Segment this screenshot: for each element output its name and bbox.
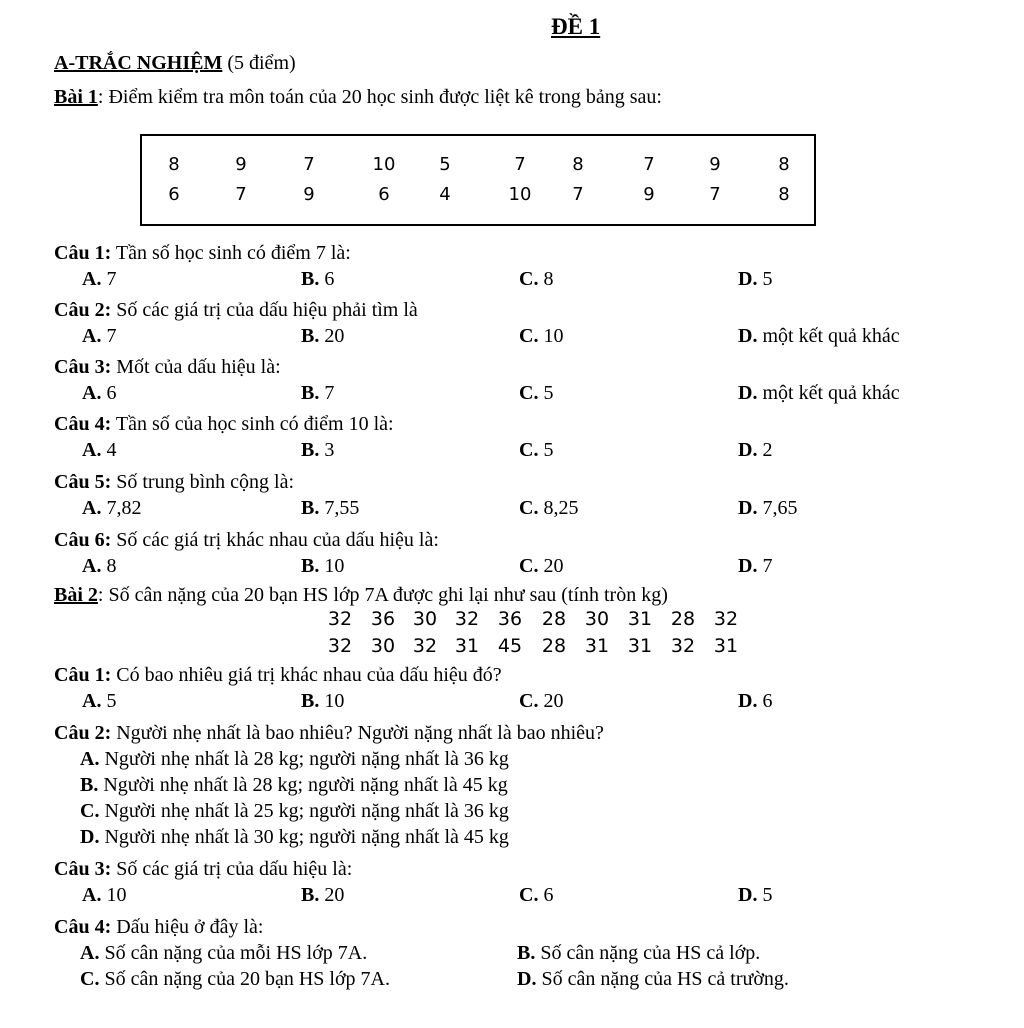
bai1-q3-label: Câu 3: xyxy=(54,356,112,378)
bai2-q4-question xyxy=(54,916,263,939)
option-letter: C. xyxy=(519,325,539,347)
option-a xyxy=(82,497,141,520)
option-text: Số cân nặng của 20 bạn HS lớp 7A. xyxy=(104,968,390,990)
option-text: 20 xyxy=(324,884,345,906)
option-d xyxy=(738,555,772,578)
option-letter: B. xyxy=(301,439,320,461)
bai2-q3-text: Số các giá trị của dấu hiệu là: xyxy=(111,858,353,880)
option-text: 8 xyxy=(543,268,554,290)
weight-cell: 31 xyxy=(584,635,610,657)
option-letter: C. xyxy=(80,800,100,822)
weight-cell: 32 xyxy=(327,608,353,630)
bai1-q3-text: Mốt của dấu hiệu là: xyxy=(111,356,281,378)
bai1-label: Bài 1 xyxy=(54,86,98,108)
bai1-q5-label: Câu 5: xyxy=(54,471,112,493)
score-cell: 8 xyxy=(168,154,180,175)
bai1-q6-text: Số các giá trị khác nhau của dấu hiệu là: xyxy=(111,529,439,551)
bai1-q2-question xyxy=(54,299,418,322)
bai1-q2-text: Số các giá trị của dấu hiệu phải tìm là xyxy=(111,299,418,321)
option-text: 5 xyxy=(762,268,773,290)
bai1-q1-text: Tần số học sinh có điểm 7 là: xyxy=(111,242,351,264)
option-a xyxy=(82,268,116,291)
option-letter: C. xyxy=(519,884,539,906)
option-letter: C. xyxy=(519,555,539,577)
option-text: 3 xyxy=(324,439,335,461)
option-a xyxy=(82,439,116,462)
option-text: 8 xyxy=(106,555,117,577)
bai1-q4-label: Câu 4: xyxy=(54,413,112,435)
weight-cell: 32 xyxy=(670,635,696,657)
option-text: 7 xyxy=(106,325,117,347)
option-text: 20 xyxy=(543,690,564,712)
option-letter: B. xyxy=(80,774,99,796)
score-cell: 9 xyxy=(643,184,655,205)
option-letter: C. xyxy=(519,439,539,461)
weight-cell: 31 xyxy=(454,635,480,657)
option-text: 5 xyxy=(762,884,773,906)
option-letter: D. xyxy=(738,555,758,577)
bai2-q2-label: Câu 2: xyxy=(54,722,112,744)
bai1-q1-label: Câu 1: xyxy=(54,242,112,264)
score-cell: 7 xyxy=(572,184,584,205)
option-letter: A. xyxy=(82,884,102,906)
weight-cell: 36 xyxy=(497,608,523,630)
option-text: 10 xyxy=(106,884,127,906)
option-letter: B. xyxy=(301,382,320,404)
option-letter: C. xyxy=(80,968,100,990)
score-cell: 9 xyxy=(235,154,247,175)
option-letter: B. xyxy=(301,555,320,577)
score-cell: 8 xyxy=(572,154,584,175)
option-text: một kết quả khác xyxy=(762,382,900,404)
option-text: 6 xyxy=(324,268,335,290)
weight-cell: 31 xyxy=(713,635,739,657)
option-b xyxy=(301,690,344,713)
option-letter: B. xyxy=(301,325,320,347)
option-d xyxy=(738,497,797,520)
bai1-q6-label: Câu 6: xyxy=(54,529,112,551)
bai1-q4-text: Tần số của học sinh có điểm 10 là: xyxy=(111,413,394,435)
option-b xyxy=(301,268,334,291)
page-title: ĐỀ 1 xyxy=(551,14,601,39)
option-d xyxy=(80,826,509,849)
option-text: 7,55 xyxy=(324,497,360,519)
score-cell: 7 xyxy=(235,184,247,205)
score-cell: 7 xyxy=(514,154,526,175)
option-text: 20 xyxy=(543,555,564,577)
option-b xyxy=(301,884,344,907)
option-letter: D. xyxy=(80,826,100,848)
option-text: 7,65 xyxy=(762,497,798,519)
weight-cell: 31 xyxy=(627,608,653,630)
bai2-q4-label: Câu 4: xyxy=(54,916,112,938)
option-letter: D. xyxy=(738,382,758,404)
option-text: 5 xyxy=(106,690,117,712)
option-letter: B. xyxy=(517,942,536,964)
bai2-q3-question xyxy=(54,858,352,881)
option-text: 8,25 xyxy=(543,497,579,519)
option-text: 4 xyxy=(106,439,117,461)
weight-cell: 30 xyxy=(584,608,610,630)
option-letter: A. xyxy=(82,382,102,404)
option-text: Người nhẹ nhất là 30 kg; người nặng nhất là 45 kg xyxy=(104,826,509,848)
option-c xyxy=(80,800,509,823)
option-text: Số cân nặng của HS cả trường. xyxy=(541,968,789,990)
score-table xyxy=(140,134,816,226)
bai2-q2-question xyxy=(54,722,604,745)
weight-cell: 28 xyxy=(541,635,567,657)
option-letter: D. xyxy=(738,690,758,712)
option-text: 10 xyxy=(543,325,564,347)
option-text: 6 xyxy=(106,382,117,404)
option-c xyxy=(519,555,563,578)
option-text: 5 xyxy=(543,439,554,461)
bai2-q3-label: Câu 3: xyxy=(54,858,112,880)
option-letter: C. xyxy=(519,690,539,712)
option-c xyxy=(519,690,563,713)
bai2-q1-label: Câu 1: xyxy=(54,664,112,686)
score-cell: 8 xyxy=(778,184,790,205)
option-text: Người nhẹ nhất là 28 kg; người nặng nhất là 36 kg xyxy=(104,748,509,770)
weight-cell: 31 xyxy=(627,635,653,657)
option-d xyxy=(738,884,772,907)
option-letter: D. xyxy=(517,968,537,990)
option-letter: B. xyxy=(301,884,320,906)
bai1-q5-question xyxy=(54,471,294,494)
option-c xyxy=(80,968,390,991)
bai1-q3-question xyxy=(54,356,281,379)
weight-cell: 32 xyxy=(327,635,353,657)
weight-cell: 32 xyxy=(713,608,739,630)
option-b xyxy=(301,439,334,462)
bai2-q1-text: Có bao nhiêu giá trị khác nhau của dấu hiệu đó? xyxy=(111,664,502,686)
option-letter: A. xyxy=(80,942,100,964)
option-letter: B. xyxy=(301,268,320,290)
section-points: (5 điểm) xyxy=(227,52,296,74)
weight-cell: 32 xyxy=(412,635,438,657)
option-b xyxy=(301,382,334,405)
score-cell: 7 xyxy=(709,184,721,205)
option-letter: A. xyxy=(82,690,102,712)
bai2-intro xyxy=(54,584,668,607)
option-text: 5 xyxy=(543,382,554,404)
score-cell: 6 xyxy=(378,184,390,205)
option-d xyxy=(738,325,900,348)
option-letter: A. xyxy=(82,555,102,577)
option-text: Số cân nặng của mỗi HS lớp 7A. xyxy=(104,942,368,964)
bai1-text: : Điểm kiểm tra môn toán của 20 học sinh được liệt kê trong bảng sau: xyxy=(97,86,662,108)
option-letter: A. xyxy=(82,497,102,519)
option-letter: D. xyxy=(738,884,758,906)
bai1-q6-question xyxy=(54,529,439,552)
option-text: Người nhẹ nhất là 25 kg; người nặng nhất là 36 kg xyxy=(104,800,509,822)
option-a xyxy=(82,382,116,405)
score-cell: 9 xyxy=(303,184,315,205)
option-letter: A. xyxy=(82,268,102,290)
option-a xyxy=(82,690,116,713)
option-text: 7 xyxy=(324,382,335,404)
option-a xyxy=(82,555,116,578)
option-text: 7 xyxy=(106,268,117,290)
option-b xyxy=(301,325,344,348)
option-b xyxy=(80,774,508,797)
option-c xyxy=(519,382,553,405)
score-cell: 6 xyxy=(168,184,180,205)
option-a xyxy=(80,942,367,965)
option-letter: D. xyxy=(738,325,758,347)
weight-cell: 28 xyxy=(670,608,696,630)
weight-cell: 28 xyxy=(541,608,567,630)
score-cell: 10 xyxy=(372,154,396,175)
option-d xyxy=(517,968,789,991)
option-d xyxy=(738,439,772,462)
weight-cell: 30 xyxy=(412,608,438,630)
bai1-q1-question xyxy=(54,242,351,265)
score-cell: 7 xyxy=(643,154,655,175)
option-text: 10 xyxy=(324,690,345,712)
option-a xyxy=(82,325,116,348)
option-letter: C. xyxy=(519,382,539,404)
option-b xyxy=(301,497,359,520)
option-b xyxy=(301,555,344,578)
option-text: 20 xyxy=(324,325,345,347)
score-cell: 10 xyxy=(508,184,532,205)
option-letter: A. xyxy=(82,325,102,347)
option-c xyxy=(519,268,553,291)
section-heading xyxy=(54,52,296,75)
score-cell: 9 xyxy=(709,154,721,175)
option-c xyxy=(519,325,563,348)
bai1-q5-text: Số trung bình cộng là: xyxy=(111,471,294,493)
option-text: Người nhẹ nhất là 28 kg; người nặng nhất là 45 kg xyxy=(103,774,508,796)
score-cell: 5 xyxy=(439,154,451,175)
option-text: Số cân nặng của HS cả lớp. xyxy=(540,942,761,964)
weight-cell: 32 xyxy=(454,608,480,630)
bai1-q4-question xyxy=(54,413,394,436)
option-letter: B. xyxy=(301,690,320,712)
option-letter: C. xyxy=(519,268,539,290)
score-cell: 7 xyxy=(303,154,315,175)
option-b xyxy=(517,942,760,965)
option-d xyxy=(738,382,900,405)
weight-cell: 45 xyxy=(497,635,523,657)
bai2-q2-text: Người nhẹ nhất là bao nhiêu? Người nặng nhất là bao nhiêu? xyxy=(111,722,604,744)
option-text: 6 xyxy=(762,690,773,712)
option-c xyxy=(519,439,553,462)
option-c xyxy=(519,884,553,907)
bai1-q2-label: Câu 2: xyxy=(54,299,112,321)
option-letter: A. xyxy=(80,748,100,770)
bai2-q4-text: Dấu hiệu ở đây là: xyxy=(111,916,264,938)
weight-cell: 30 xyxy=(370,635,396,657)
option-text: 6 xyxy=(543,884,554,906)
option-letter: C. xyxy=(519,497,539,519)
bai2-q1-question xyxy=(54,664,502,687)
option-a xyxy=(82,884,126,907)
option-text: 10 xyxy=(324,555,345,577)
bai1-intro xyxy=(54,86,662,109)
bai2-text: : Số cân nặng của 20 bạn HS lớp 7A được ghi lại như sau (tính tròn kg) xyxy=(97,584,668,606)
section-title: A-TRẮC NGHIỆM xyxy=(54,52,223,74)
option-letter: A. xyxy=(82,439,102,461)
option-text: một kết quả khác xyxy=(762,325,900,347)
option-d xyxy=(738,690,772,713)
option-letter: B. xyxy=(301,497,320,519)
score-cell: 8 xyxy=(778,154,790,175)
weight-cell: 36 xyxy=(370,608,396,630)
option-text: 2 xyxy=(762,439,773,461)
option-letter: D. xyxy=(738,439,758,461)
option-a xyxy=(80,748,509,771)
option-c xyxy=(519,497,578,520)
option-letter: D. xyxy=(738,497,758,519)
option-letter: D. xyxy=(738,268,758,290)
bai2-label: Bài 2 xyxy=(54,584,98,606)
option-text: 7 xyxy=(762,555,773,577)
option-d xyxy=(738,268,772,291)
score-cell: 4 xyxy=(439,184,451,205)
option-text: 7,82 xyxy=(106,497,142,519)
